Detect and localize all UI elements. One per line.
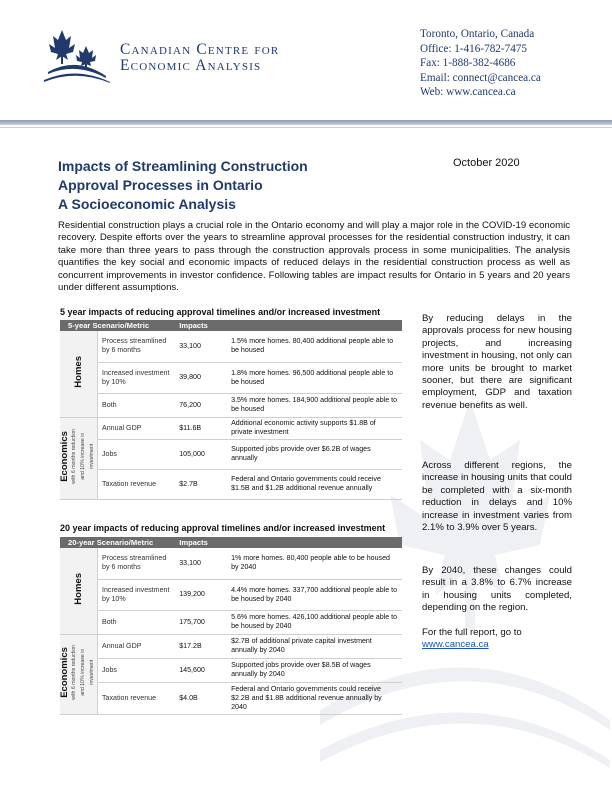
table-row [60,469,402,499]
org-name-line1: Canadian Centre for [120,41,280,58]
table20-homes-category [60,548,98,634]
table20-econ-sub2: and 10% increase in [80,648,86,696]
table20-econ-sub3: investment [89,659,95,686]
contact-web[interactable]: Web: www.cancea.ca [420,86,516,99]
table5-econ-label: Economics [59,431,70,482]
table5-metric: Increased investment by 10% [98,362,176,393]
maple-leaf-icon [40,26,112,84]
table5-impact: Additional economic activity supports $1.8B of private investment [227,417,402,439]
table5-header-row [60,320,402,331]
table20 [60,537,402,715]
table5-homes-category [60,331,98,417]
table5-econ-sub1: with 6 months reduction [71,429,77,484]
table20-header-impacts: Impacts [175,537,227,548]
table5-value: 76,200 [175,393,227,417]
table20-title: 20 year impacts of reducing approval timelines and/or increased investment [60,523,386,533]
table5-impact: 3.5% more homes. 184,900 additional people able to be housed [227,393,402,417]
table5-value: 105,000 [175,439,227,469]
sidebar-report-note [422,627,572,652]
table-row [60,362,402,393]
table20-value: 145,600 [175,658,227,682]
table-row [60,682,402,714]
table5-metric: Both [98,393,176,417]
table20-impact: 5.6% more homes. 426,100 additional people able to be housed by 2040 [227,610,402,634]
table20-metric: Taxation revenue [98,682,176,714]
table20-metric: Annual GDP [98,634,176,658]
table20-metric: Jobs [98,658,176,682]
sidebar-paragraph-2: Across different regions, the increase in housing units that could be completed with a six-month reduction in delays and 10% increase in investment varies from 2.1% to 3.9% over 5 years. [422,460,572,534]
table5-value: $11.6B [175,417,227,439]
table20-econ-category [60,634,98,714]
table20-value: 139,200 [175,579,227,610]
table20-metric: Increased investment by 10% [98,579,176,610]
table5-value: 33,100 [175,331,227,362]
table5-homes-label: Homes [72,356,84,389]
publication-date: October 2020 [453,157,520,169]
table-row [60,548,402,579]
title-line3: A Socioeconomic Analysis [58,196,236,212]
title-line1: Impacts of Streamlining Construction [58,158,308,174]
sidebar-report-text: For the full report, go to [422,627,522,638]
org-name [120,42,279,74]
contact-fax: Fax: 1-888-382-4686 [420,57,516,70]
table20-impact: 4.4% more homes. 337,700 additional people able to be housed by 2040 [227,579,402,610]
page-title [58,157,308,214]
table5-metric: Annual GDP [98,417,176,439]
table5-econ-category [60,417,98,499]
table-row [60,331,402,362]
table20-metric: Both [98,610,176,634]
table20-homes-label: Homes [72,573,84,606]
table5-value: $2.7B [175,469,227,499]
header-divider [0,120,612,125]
table5-econ-sub3: investment [89,443,95,470]
sidebar-paragraph-1: By reducing delays in the approvals process for new housing projects, and increasing investment in housing, not only can more units be brought to market sooner, but there are significant employment, GDP and taxation revenue benefits as well. [422,313,572,411]
table-row [60,610,402,634]
table5-header-metric: 5-year Scenario/Metric [60,320,175,331]
table20-value: $17.2B [175,634,227,658]
table5-metric: Taxation revenue [98,469,176,499]
org-name-line2: Economic Analysis [120,57,262,74]
table20-econ-sub1: with 6 months reduction [71,645,77,700]
intro-paragraph: Residential construction plays a crucial role in the Ontario economy and will play a major role in the COVID-19 economic recovery. Despite efforts over the years to streamline approval processes for the residential construction industry, it can take more than three years to pass through the construction approvals process in some municipalities. The analysis quantifies the key social and economic impacts of reduced delays in the residential construction process as well as concurrent improvements in investor confidence. Following tables are impact results for Ontario in 5 years and 20 years under different assumptions. [58,220,570,294]
table5 [60,320,402,500]
table5-impact: 1.8% more homes. 96,500 additional people able to be housed [227,362,402,393]
table20-value: 33,100 [175,548,227,579]
table-row [60,417,402,439]
table5-econ-sub2: and 10% increase in [80,432,86,480]
sidebar-paragraph-3: By 2040, these changes could result in a 3.8% to 6.7% increase in housing units completed, depending on the region. [422,565,572,614]
table20-impact: Supported jobs provide over $8.5B of wages annually by 2040 [227,658,402,682]
table-row [60,579,402,610]
table20-header-metric: 20-year Scenario/Metric [60,537,175,548]
table20-value: 175,700 [175,610,227,634]
table20-value: $4.0B [175,682,227,714]
contact-location: Toronto, Ontario, Canada [420,28,535,40]
table5-metric: Process streamlined by 6 months [98,331,176,362]
table5-impact: Supported jobs provide over $6.2B of wages annually [227,439,402,469]
table20-econ-label: Economics [59,647,70,698]
table-row [60,658,402,682]
table5-impact: 1.5% more homes. 80,400 additional people able to be housed [227,331,402,362]
table20-impact: Federal and Ontario governments could receive $2.2B and $1.8B additional revenue annually by 2040 [227,682,402,714]
contact-block [420,27,541,100]
header-divider-thin [0,127,612,128]
table20-impact: $2.7B of additional private capital investment annually by 2040 [227,634,402,658]
table20-header-row [60,537,402,548]
table5-metric: Jobs [98,439,176,469]
table-row [60,393,402,417]
table5-impact: Federal and Ontario governments could receive $1.5B and $1.2B additional revenue annually [227,469,402,499]
report-link[interactable]: www.cancea.ca [422,639,489,651]
title-line2: Approval Processes in Ontario [58,177,263,193]
table5-value: 39,800 [175,362,227,393]
contact-email[interactable]: Email: connect@cancea.ca [420,71,541,84]
contact-office: Office: 1-416-782-7475 [420,42,527,55]
org-logo [40,26,300,86]
table-row [60,634,402,658]
table20-impact: 1% more homes. 80,400 people able to be housed by 2040 [227,548,402,579]
table5-header-impacts: Impacts [175,320,227,331]
table-row [60,439,402,469]
table5-title: 5 year impacts of reducing approval timelines and/or increased investment [60,307,381,317]
table20-metric: Process streamlined by 6 months [98,548,176,579]
